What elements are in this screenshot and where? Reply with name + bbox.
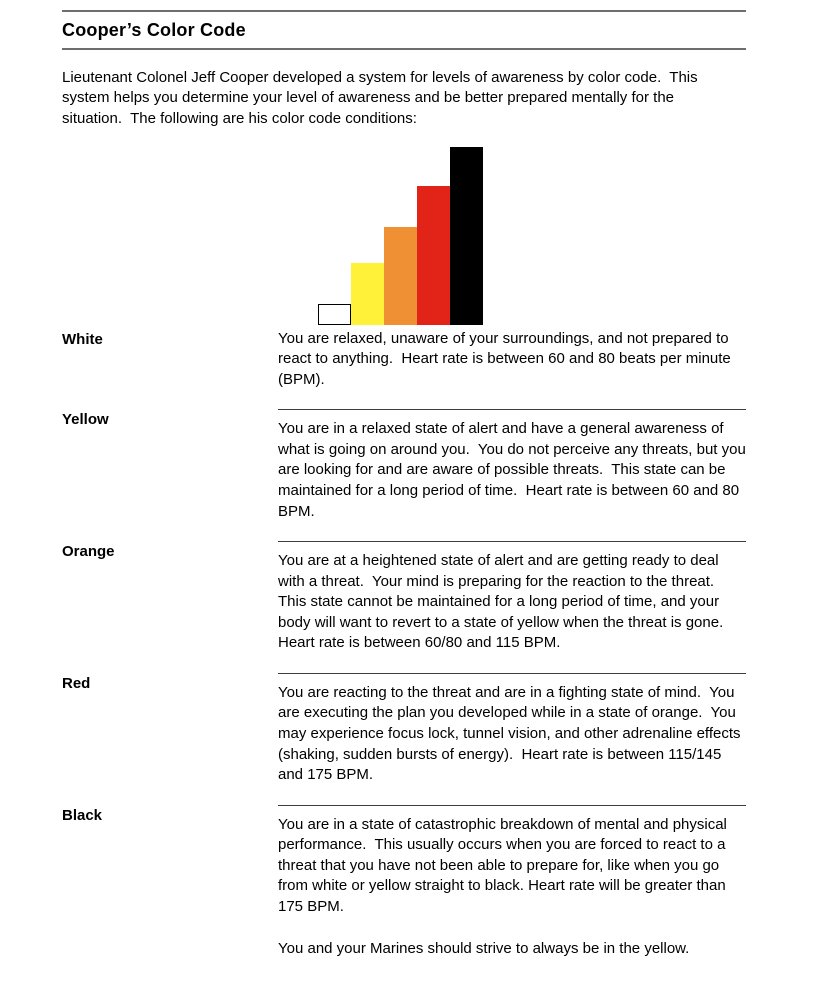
closing-row [62,939,746,960]
condition-description-white: You are relaxed, unaware of your surroundings, and not prepared to react to anything. Heart rate is between 60 and 80 beats per minute (BPM). [278,329,735,388]
bar-chart [318,147,488,325]
condition-label-black: Black [62,806,103,824]
page-title: Cooper’s Color Code [62,20,246,40]
condition-row-yellow [62,409,750,522]
condition-description-orange: You are at a heightened state of alert and are getting ready to deal with a threat. Your mind is preparing for the reaction to the threat. This state cannot be maintained for a long period of time, and your body will want to revert to a state of yellow when the threat is gone. Heart rate is between 60/80 and 115 BPM. [278,541,746,654]
condition-description-black: You are in a state of catastrophic breakdown of mental and physical performance. This usually occurs when you are forced to react to a threat that you have not been able to prepare for, like when you go from white or yellow straight to black. Heart rate will be greater than 175 BPM. [278,805,746,918]
title-divider [62,48,746,50]
page-content [62,10,750,960]
condition-label-orange: Orange [62,543,115,561]
top-divider [62,10,746,12]
condition-label-white: White [62,330,103,348]
condition-description-red: You are reacting to the threat and are in a fighting state of mind. You are executing the plan you developed while in a state of orange. You may experience focus lock, tunnel vision, and other adrenaline effects (shaking, sudden bursts of energy). Heart rate is between 115/145 and 175 BPM. [278,673,746,786]
closing-paragraph: You and your Marines should strive to always be in the yellow. [278,940,690,958]
bar-red [417,186,450,325]
condition-row-red [62,673,746,786]
condition-description-yellow: You are in a relaxed state of alert and have a general awareness of what is going on around you. You do not perceive any threats, but you are looking for and are aware of possible threats. This state can be maintained for a long period of time. Heart rate is between 60 and 80 BPM. [278,409,746,522]
bar-orange [384,227,417,325]
bar-black [450,147,483,325]
conditions-table [62,329,750,960]
closing-spacer [62,939,278,960]
bar-yellow [351,263,384,325]
condition-label-yellow: Yellow [62,411,109,429]
condition-row-white [62,329,746,391]
intro-paragraph: Lieutenant Colonel Jeff Cooper developed a system for levels of awareness by color code. This system helps you determine your level of awareness and be better prepared mentally for the situation. The following are his color code conditions: [62,69,702,127]
bar-white [318,304,351,325]
condition-label-red: Red [62,674,91,692]
condition-row-orange [62,541,746,654]
condition-row-black [62,805,746,918]
